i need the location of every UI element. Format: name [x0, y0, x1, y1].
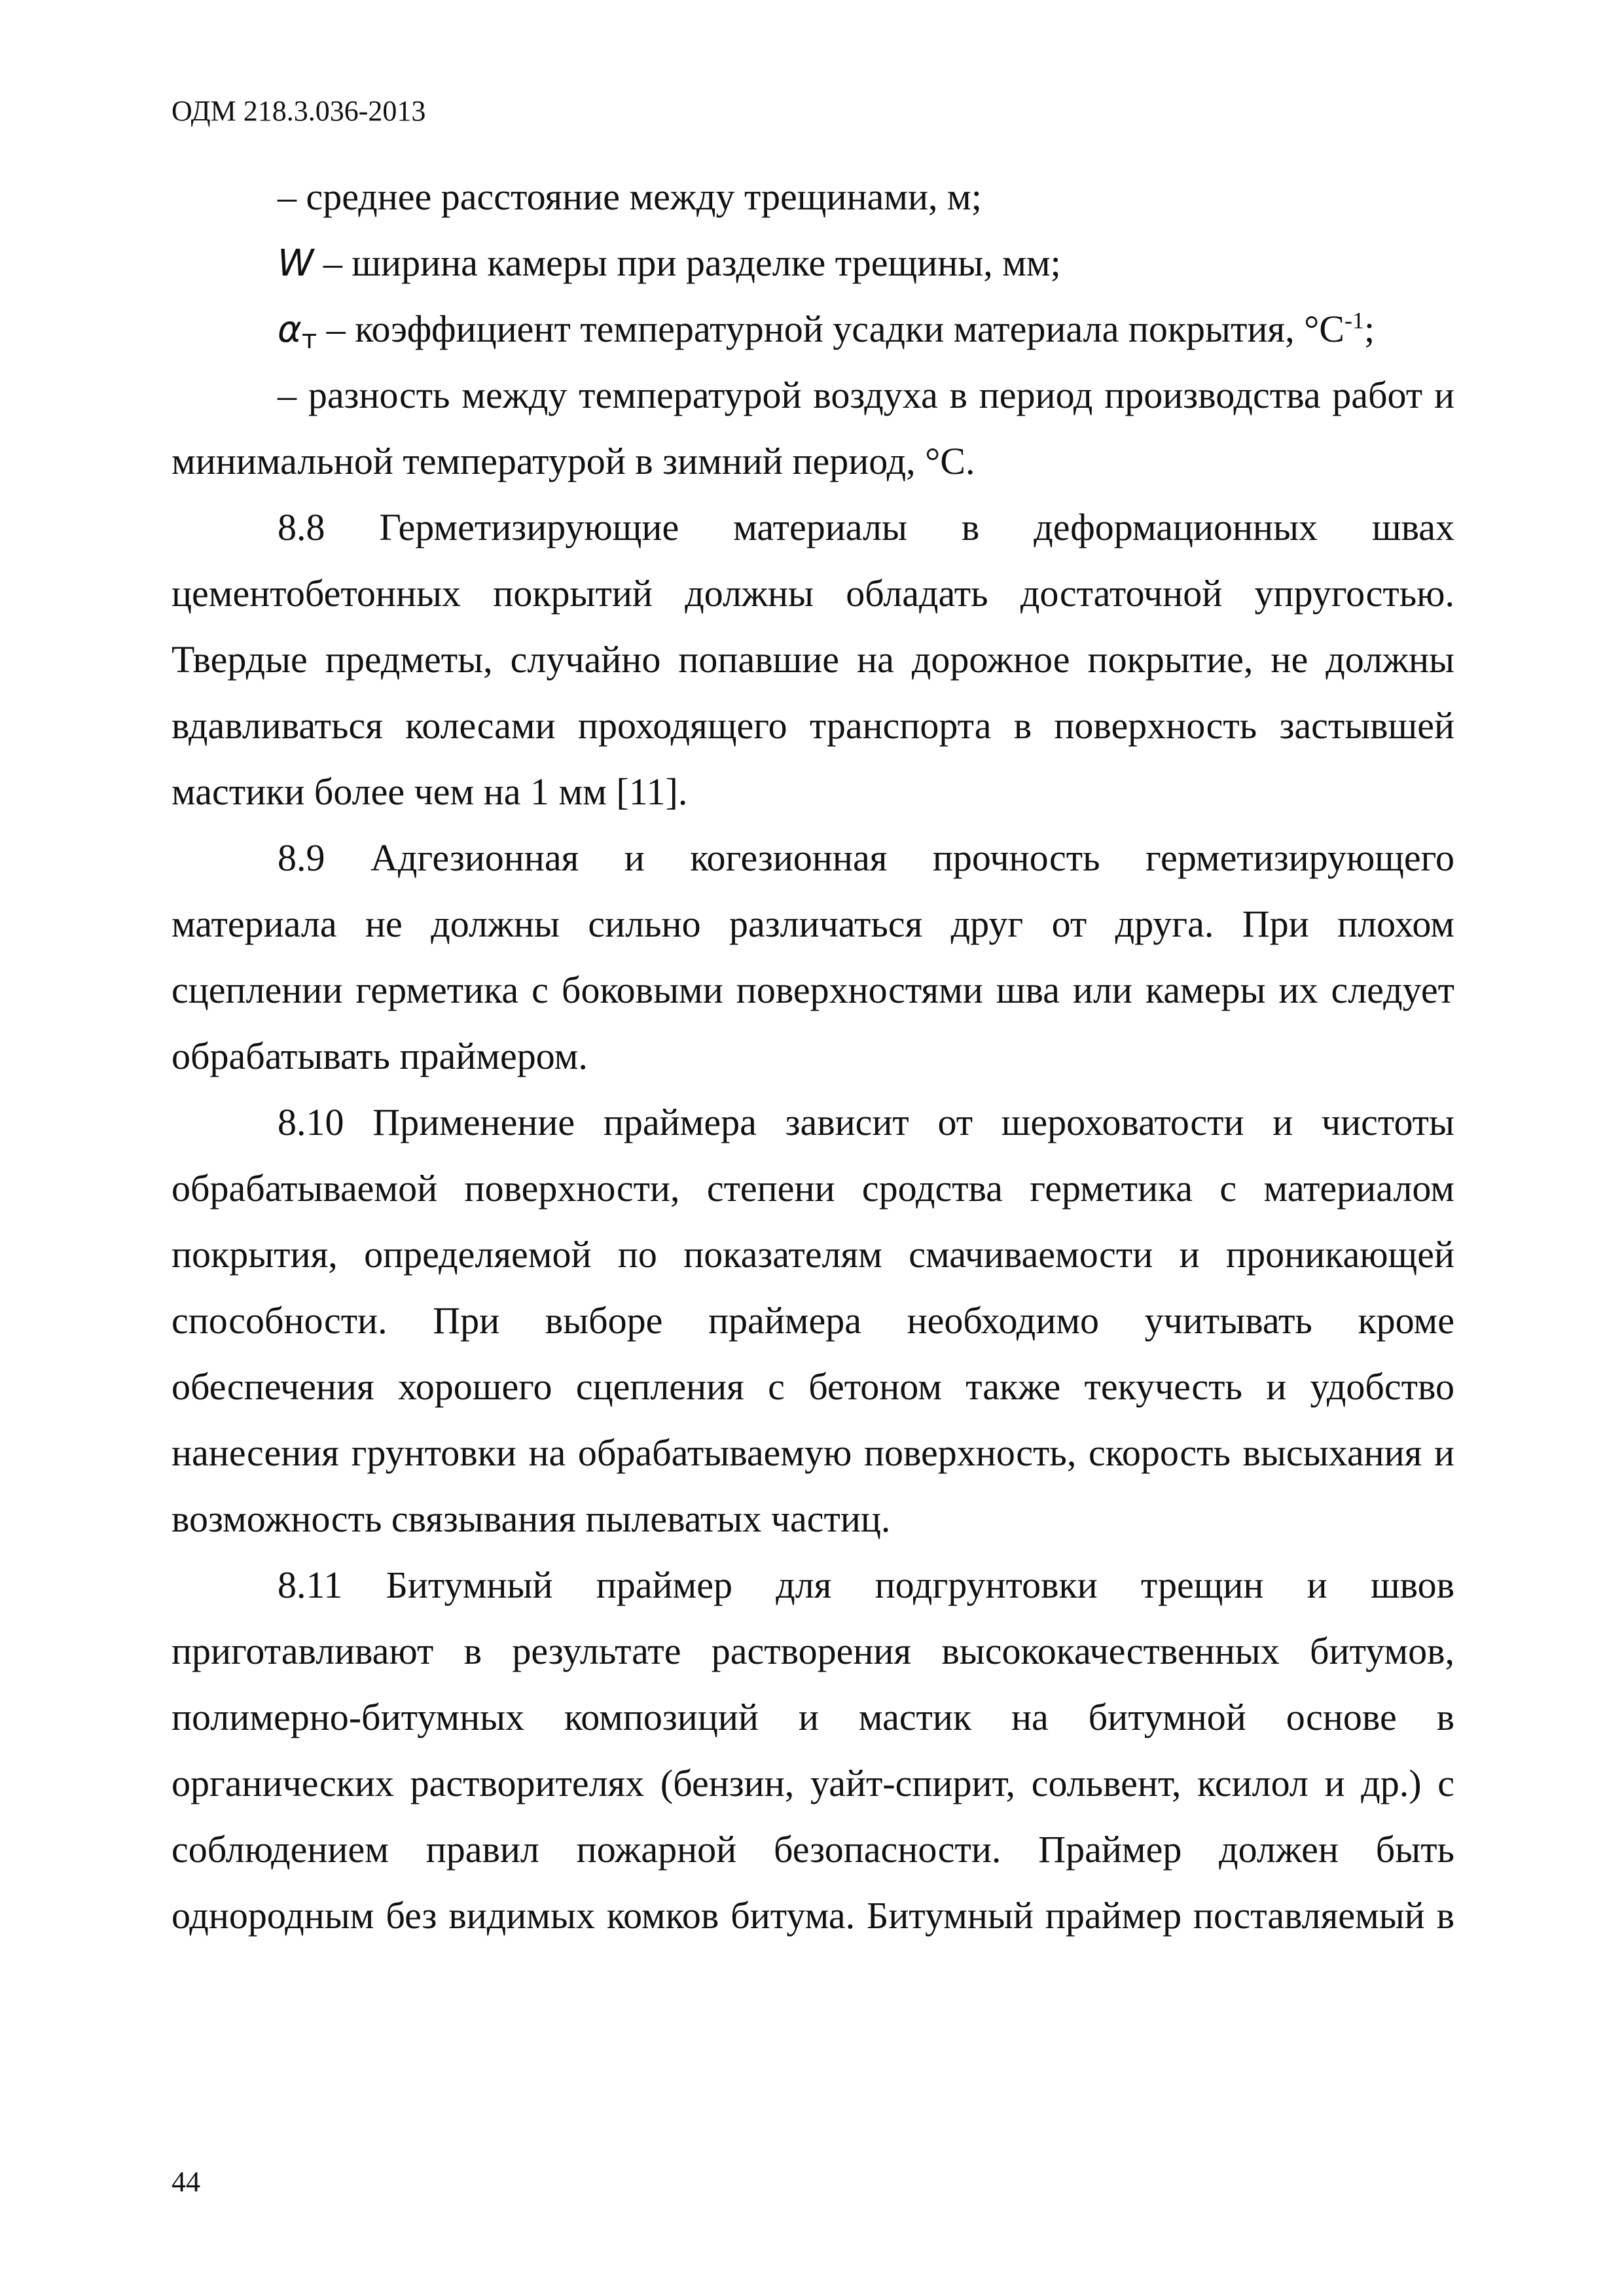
paragraph-8-11: [171, 1552, 1454, 1948]
paragraph-line: покрытия, определяемой по показателям смачиваемости и проникающей: [171, 1233, 1454, 1276]
paragraph-line: мастики более чем на 1 мм [11].: [171, 770, 688, 813]
paragraph-line: полимерно-битумных композиций и мастик на битумной основе в: [171, 1696, 1454, 1738]
symbol-w: W: [278, 242, 314, 285]
definition-tail: ;: [1363, 308, 1375, 350]
definition-text: – разность между температурой воздуха в период производства работ и: [278, 374, 1454, 416]
paragraph-line: цементобетонных покрытий должны обладать достаточной упругостью.: [171, 572, 1454, 615]
paragraph-line: обеспечения хорошего сцепления с бетоном также текучесть и удобство: [171, 1365, 1454, 1408]
paragraph-line: обрабатываемой поверхности, степени сродства герметика с материалом: [171, 1167, 1454, 1210]
paragraph-line: приготавливают в результате растворения высококачественных битумов,: [171, 1630, 1454, 1672]
paragraph-line: соблюдением правил пожарной безопасности. Праймер должен быть: [171, 1828, 1454, 1871]
definition-temperature-difference: [171, 362, 1454, 428]
definition-chamber-width: [171, 230, 1454, 296]
paragraph-line: органических растворителях (бензин, уайт-спирит, сольвент, ксилол и др.) с: [171, 1762, 1454, 1804]
paragraph-line: нанесения грунтовки на обрабатываемую поверхность, скорость высыхания и: [171, 1431, 1454, 1474]
definition-text: – среднее расстояние между трещинами, м;: [278, 175, 982, 218]
definition-text: – коэффициент температурной усадки материала покрытия, °C: [317, 308, 1344, 350]
definition-thermal-shrinkage-coefficient: [171, 296, 1454, 362]
page-number: 44: [171, 2166, 200, 2198]
paragraph-line: Твердые предметы, случайно попавшие на дорожное покрытие, не должны: [171, 638, 1454, 681]
symbol-alpha: α: [278, 308, 302, 351]
paragraph-line: сцеплении герметика с боковыми поверхностями шва или камеры их следует: [171, 969, 1454, 1011]
definition-temperature-difference-continued: [171, 428, 1454, 494]
paragraph-line: материала не должны сильно различаться друг от друга. При плохом: [171, 903, 1454, 945]
symbol-alpha-subscript: т: [301, 325, 317, 355]
paragraph-line: 8.8 Герметизирующие материалы в деформационных швах: [278, 506, 1454, 548]
paragraph-line: возможность связывания пылеватых частиц.: [171, 1498, 891, 1540]
paragraph-line: однородным без видимых комков битума. Битумный праймер поставляемый в: [171, 1894, 1454, 1937]
definition-text: минимальной температурой в зимний период, °C.: [171, 440, 975, 482]
paragraph-line: обрабатывать праймером.: [171, 1035, 588, 1077]
paragraph-line: вдавливаться колесами проходящего транспорта в поверхность застывшей: [171, 704, 1454, 747]
document-code-header: ОДМ 218.3.036-2013: [171, 95, 426, 127]
definitions-list: [171, 164, 1454, 494]
paragraph-line: 8.9 Адгезионная и когезионная прочность герметизирующего: [278, 836, 1454, 879]
definition-text: – ширина камеры при разделке трещины, мм;: [314, 242, 1061, 284]
page-body: [171, 164, 1454, 1948]
paragraph-8-10: [171, 1089, 1454, 1552]
paragraph-8-9: [171, 825, 1454, 1089]
paragraph-line: 8.11 Битумный праймер для подгрунтовки трещин и швов: [278, 1564, 1454, 1606]
exponent: -1: [1344, 307, 1364, 334]
paragraph-line: 8.10 Применение праймера зависит от шероховатости и чистоты: [278, 1101, 1454, 1143]
paragraph-8-8: [171, 494, 1454, 825]
definition-mean-crack-spacing: [171, 164, 1454, 230]
paragraph-line: способности. При выборе праймера необходимо учитывать кроме: [171, 1299, 1454, 1342]
